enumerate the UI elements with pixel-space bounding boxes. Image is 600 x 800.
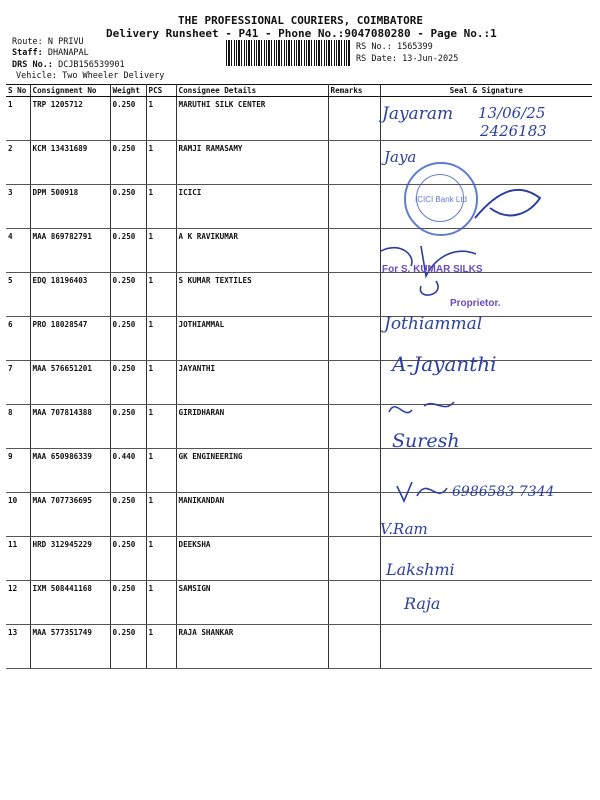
drs-value: DCJB156539901: [58, 60, 125, 70]
table-header-row: [6, 85, 592, 97]
cell-weight: 0.250: [110, 405, 146, 449]
proprietor-stamp: Proprietor.: [450, 298, 501, 309]
icici-seal-text: ICICI Bank Ltd: [414, 194, 468, 204]
cell-sno: 3: [6, 185, 30, 229]
cell-pcs: 1: [146, 229, 176, 273]
table-row: [6, 625, 592, 669]
col-seal-signature: Seal & Signature: [380, 85, 592, 97]
cell-consignee: RAJA SHANKAR: [176, 625, 328, 669]
rs-no-value: 1565399: [396, 42, 433, 52]
cell-sno: 7: [6, 361, 30, 405]
cell-consignment: HRD 312945229: [30, 537, 110, 581]
rs-no-label: RS No.:: [356, 42, 392, 52]
table-row: [6, 537, 592, 581]
cell-pcs: 1: [146, 493, 176, 537]
icici-seal: [404, 162, 478, 236]
cell-consignee: MARUTHI SILK CENTER: [176, 97, 328, 141]
cell-consignment: KCM 13431689: [30, 141, 110, 185]
drs-line: [12, 60, 125, 70]
cell-remarks: [328, 405, 380, 449]
signature-2: Jaya: [384, 148, 417, 166]
cell-remarks: [328, 273, 380, 317]
cell-sno: 5: [6, 273, 30, 317]
cell-consignment: MAA 576651201: [30, 361, 110, 405]
cell-consignment: PRO 18028547: [30, 317, 110, 361]
cell-pcs: 1: [146, 141, 176, 185]
cell-consignee: DEEKSHA: [176, 537, 328, 581]
signature-10-phone: 6986583 7344: [452, 484, 555, 500]
table-row: [6, 229, 592, 273]
cell-weight: 0.250: [110, 273, 146, 317]
signature-3-scribble: [470, 178, 550, 228]
staff-line: [12, 48, 89, 58]
drs-barcode: [226, 40, 350, 66]
route-line: [12, 37, 84, 47]
col-sno: S No: [6, 85, 30, 97]
table-row: [6, 273, 592, 317]
cell-pcs: 1: [146, 361, 176, 405]
cell-remarks: [328, 141, 380, 185]
cell-weight: 0.250: [110, 317, 146, 361]
cell-weight: 0.250: [110, 581, 146, 625]
signature-8-scribble: [384, 392, 474, 422]
signature-11: V.Ram: [380, 520, 428, 538]
cell-consignment: MAA 869782791: [30, 229, 110, 273]
cell-pcs: 1: [146, 97, 176, 141]
cell-sno: 11: [6, 537, 30, 581]
cell-pcs: 1: [146, 537, 176, 581]
cell-weight: 0.250: [110, 141, 146, 185]
cell-pcs: 1: [146, 273, 176, 317]
cell-sno: 8: [6, 405, 30, 449]
col-consignment: Consignment No: [30, 85, 110, 97]
cell-consignment: IXM 508441168: [30, 581, 110, 625]
rs-date-line: [356, 54, 458, 64]
cell-consignment: MAA 707736695: [30, 493, 110, 537]
table-row: [6, 361, 592, 405]
cell-weight: 0.250: [110, 97, 146, 141]
cell-pcs: 1: [146, 625, 176, 669]
signature-6: Jothiammal: [384, 314, 483, 334]
cell-consignee: GIRIDHARAN: [176, 405, 328, 449]
vehicle-label: Vehicle:: [16, 71, 57, 81]
cell-weight: 0.440: [110, 449, 146, 493]
cell-weight: 0.250: [110, 229, 146, 273]
table-row: [6, 317, 592, 361]
cell-pcs: 1: [146, 317, 176, 361]
runsheet-subtitle: Delivery Runsheet - P41 - Phone No.:9047080280 - Page No.:1: [106, 27, 497, 40]
col-remarks: Remarks: [328, 85, 380, 97]
cell-remarks: [328, 581, 380, 625]
route-value: N PRIVU: [47, 37, 84, 47]
signature-12: Lakshmi: [386, 560, 455, 579]
cell-consignment: MAA 577351749: [30, 625, 110, 669]
s-kumar-stamp: For S. KUMAR SILKS: [382, 264, 483, 275]
cell-sno: 1: [6, 97, 30, 141]
col-pcs: PCS: [146, 85, 176, 97]
cell-weight: 0.250: [110, 361, 146, 405]
cell-remarks: [328, 317, 380, 361]
rs-date-label: RS Date:: [356, 54, 397, 64]
cell-consignee: MANIKANDAN: [176, 493, 328, 537]
cell-pcs: 1: [146, 449, 176, 493]
drs-label: DRS No.:: [12, 60, 53, 70]
route-label: Route:: [12, 37, 43, 47]
cell-weight: 0.250: [110, 537, 146, 581]
cell-remarks: [328, 537, 380, 581]
cell-consignee: SAMSIGN: [176, 581, 328, 625]
table-row: [6, 581, 592, 625]
cell-pcs: 1: [146, 405, 176, 449]
table-row: [6, 405, 592, 449]
rs-no-line: [356, 42, 433, 52]
cell-consignee: JAYANTHI: [176, 361, 328, 405]
cell-consignee: JOTHIAMMAL: [176, 317, 328, 361]
cell-consignment: DPM 500918: [30, 185, 110, 229]
cell-consignee: GK ENGINEERING: [176, 449, 328, 493]
cell-weight: 0.250: [110, 185, 146, 229]
cell-weight: 0.250: [110, 625, 146, 669]
cell-signature: [380, 625, 592, 669]
cell-sno: 2: [6, 141, 30, 185]
signature-1: Jayaram: [382, 104, 454, 124]
signature-1-date: 13/06/25: [478, 104, 546, 122]
cell-pcs: 1: [146, 581, 176, 625]
cell-weight: 0.250: [110, 493, 146, 537]
signature-10-scribble: [392, 476, 452, 506]
cell-pcs: 1: [146, 185, 176, 229]
col-consignee: Consignee Details: [176, 85, 328, 97]
cell-consignment: TRP 1205712: [30, 97, 110, 141]
vehicle-value: Two Wheeler Delivery: [62, 71, 165, 81]
cell-consignment: MAA 707814388: [30, 405, 110, 449]
cell-consignee: ICICI: [176, 185, 328, 229]
cell-remarks: [328, 625, 380, 669]
cell-consignee: RAMJI RAMASAMY: [176, 141, 328, 185]
cell-consignment: MAA 650986339: [30, 449, 110, 493]
cell-sno: 6: [6, 317, 30, 361]
staff-label: Staff:: [12, 48, 43, 58]
cell-consignee: S KUMAR TEXTILES: [176, 273, 328, 317]
runsheet-table: [6, 84, 592, 669]
cell-sno: 12: [6, 581, 30, 625]
cell-sno: 9: [6, 449, 30, 493]
cell-remarks: [328, 185, 380, 229]
cell-sno: 13: [6, 625, 30, 669]
cell-remarks: [328, 449, 380, 493]
cell-remarks: [328, 97, 380, 141]
staff-value: DHANAPAL: [47, 48, 89, 58]
signature-1-code: 2426183: [480, 122, 547, 140]
cell-remarks: [328, 493, 380, 537]
signature-13: Raja: [404, 594, 441, 613]
cell-sno: 4: [6, 229, 30, 273]
company-title: THE PROFESSIONAL COURIERS, COIMBATORE: [178, 14, 424, 27]
signature-9: Suresh: [392, 430, 460, 452]
cell-consignment: EDQ 18196403: [30, 273, 110, 317]
cell-remarks: [328, 229, 380, 273]
cell-consignee: A K RAVIKUMAR: [176, 229, 328, 273]
cell-sno: 10: [6, 493, 30, 537]
vehicle-line: [16, 71, 164, 81]
cell-remarks: [328, 361, 380, 405]
rs-date-value: 13-Jun-2025: [402, 54, 459, 64]
signature-7: A-Jayanthi: [392, 352, 497, 376]
col-weight: Weight: [110, 85, 146, 97]
